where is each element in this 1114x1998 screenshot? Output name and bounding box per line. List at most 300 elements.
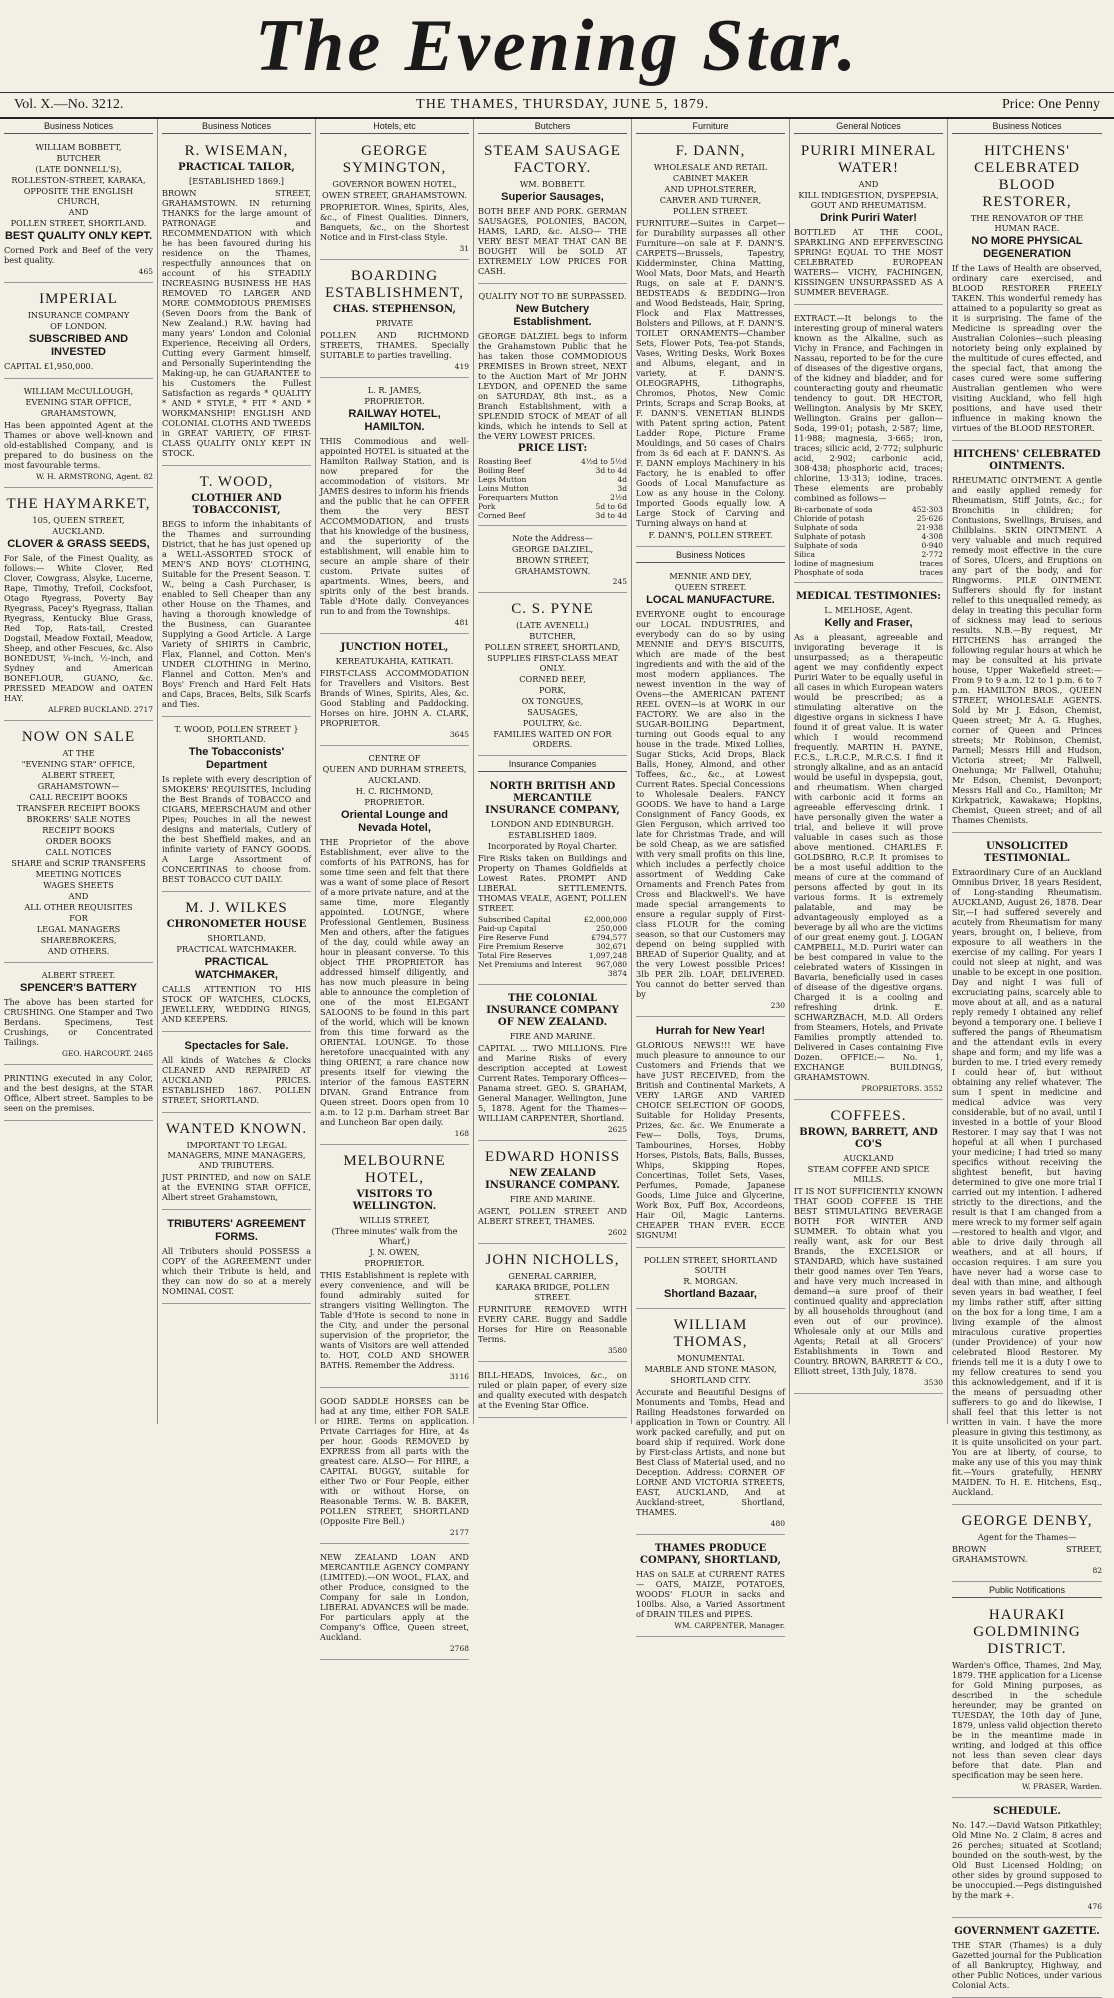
ad-line: RECEIPT BOOKS [42, 825, 115, 835]
masthead [0, 0, 1114, 93]
ad-line: GRAHAMSTOWN. [514, 566, 591, 576]
advertisement [952, 138, 1102, 441]
advertisement [320, 1148, 469, 1388]
list-label: Pork [478, 502, 496, 511]
ad-line: ESTABLISHED 1809. [508, 830, 597, 840]
ad-line: (Three minutes' walk from the Wharf,) [331, 1226, 458, 1246]
ad-body: JUST PRINTED, and now on SALE at the EVENING STAR OFFICE, Albert street Grahamstown, [162, 1172, 311, 1202]
list-value: 3d to 4d [595, 511, 627, 520]
advertisement [478, 529, 627, 593]
list-value: 3d [617, 484, 627, 493]
column-header: Insurance Companies [478, 759, 627, 772]
ad-signature: PROPRIETORS. 3552 [861, 1084, 943, 1093]
ad-body: Is replete with every description of SMOKERS' REQUISITES, Including the Best Brands of TOBACCO and CIGARS, MEERSCHAUM and other Pipes; Pouches in all the newest designs and materials, Cutlery of the best Sheffield makes, and an infinite variety of FANCY GOODS. A Large Assortment of CONCERTINAS to choose from. BEST TOBACCO CUT DAILY. [162, 774, 311, 884]
ad-line: WM. BOBBETT. [519, 179, 586, 189]
column-header: Business Notices [162, 121, 311, 134]
list-label: Phosphate of soda [794, 568, 864, 577]
ad-signature: 481 [454, 618, 469, 627]
list-row [478, 502, 627, 511]
advertisement [162, 138, 311, 466]
volume-number: Vol. X.—No. 3212. [14, 97, 124, 112]
ad-body: EVERYONE ought to encourage our LOCAL INDUSTRIES, and everybody can do so by using MENNIE and DEY'S BISCUITS, which are made of the best ingredients and with the aid of the most modern appliances. The newest invention in the way of Ovens—the AMERICAN PATENT REEL OVEN—is at WORK in our FACTORY. We are also in the SUGAR-BOILING Department, turning out Goods equal to any house in the trade. Mixed Lollies, Sugar Sticks, Acid Drops, Black Balls, Honey, Almond, and other Toffees, &c., &c., at Lowest Current Rates. Special Concessions to Wholesale Dealers. FANCY GOODS. We have to hand a Large Consignment of Fancy Goods, ex Glen Ferguson, which arrived too late for Christmas Trade, and will be sold Cheap, as we are satisfied with very small profits on this line, which includes a perfectly choice assortment of Wedding Cake Ornaments and French Pates from Cross and Blackwell's. We have made special arrangements to ensure a regular supply of First-class FLOUR for the coming season, so that our Customers may depend on being supplied with BREAD of Superior Quality, and at the very Lowest possible Prices! 3lb PER 2lb. LOAF, DELIVERED. You cannot do better served than by [636, 609, 785, 999]
advertisement [320, 1547, 469, 1660]
ad-bold-line: CLOVER & GRASS SEEDS, [7, 538, 150, 550]
ad-headline: C. S. PYNE [511, 601, 594, 617]
column [316, 119, 474, 1653]
ad-line: H. C. RICHMOND, [355, 786, 434, 796]
ad-line: POLLEN STREET, SHORTLAND. [10, 218, 147, 228]
list-label: Forequarters Mutton [478, 493, 559, 502]
advertisement [478, 1144, 627, 1244]
list-value: 2½d [610, 493, 627, 502]
ad-body: EXTRACT.—It belongs to the interesting group of mineral waters known as the Alkaline, such as Vichy in France, and Fachingen in Nassau, reported to be for the cure of diseases of the digestive organs, of the kidney and bladder, and for counteracting gouty and rheumatic tendency to gout. DR HECTOR, Wellington. Analysis by Mr SKEY, Wellington. Grains per gallon—Soda, 199·01; potash, 2·587; lime, 11·988; magnesia, 3·665; iron, traces; silicic acid, 2·772; sulphuric acid, 2·902; carbonic acid, 308·438; phosphoric acid, traces; chlorine, 13·313; iodine, traces. These elements are probably combined as follows— [794, 313, 943, 503]
list-label: Legs Mutton [478, 475, 527, 484]
ad-line: CARVER AND TURNER, [659, 195, 762, 205]
column-header: Business Notices [4, 121, 153, 134]
ad-line: BROKERS' SALE NOTES [26, 814, 131, 824]
ad-line: SHORTLAND. [207, 933, 266, 943]
list-label: Bi-carbonate of soda [794, 505, 873, 514]
ad-line: GOVERNOR BOWEN HOTEL, [332, 179, 457, 189]
ad-signature: 419 [454, 362, 469, 371]
ad-line: (LATE AVENELL) [516, 620, 589, 630]
ad-line: POLLEN STREET, SHORTLAND, [484, 642, 621, 652]
ad-line: L. MELHOSE, Agent. [824, 605, 913, 615]
ad-line: ALBERT STREET, [41, 770, 116, 780]
ad-headline: HITCHENS' CELEBRATED BLOOD RESTORER, [974, 143, 1080, 210]
advertisement [636, 1538, 785, 1637]
ad-body: BROWN STREET, GRAHAMSTOWN. IN returning THANKS for the large amount of PATRONAGE and RECOMMENDATION with which he has been favoured during his residence on the Thames, respectfully announces that on account of his STEADILY INCREASING BUSINESS HE HAS REMOVED TO LARGER AND MORE COMMODIOUS PREMISES (Seven Doors from the Bank of New Zealand.) R.W. having had many years' London and Colonial Experience, Receiving all Orders, Cutting every Garment himself, and Personally Superintending the Making-up, he can GUARANTEE to his Customers the Fullest Satisfaction as regards * QUALITY * AND * STYLE, * FIT * AND * WORKMANSHIP! ENGLISH AND COLONIAL CLOTHS AND TWEEDS in GREAT VARIETY, OF FIRST-CLASS QUALITY ONLY KEPT IN STOCK. [162, 188, 311, 458]
ad-line: PROPRIETOR. [364, 797, 425, 807]
ad-line: Agent for the Thames— [977, 1532, 1077, 1542]
ad-line: AUCKLAND. [368, 775, 421, 785]
ad-signature: GEO. HARCOURT. 2465 [61, 1049, 153, 1058]
ad-body: PROPRIETOR. Wines, Spirits, Ales, &c., of Finest Qualities. Dinners, Banquets, &c., on the Shortest Notice and in First-class Style. [320, 202, 469, 242]
advertisement [952, 1508, 1102, 1582]
list-value: 4½d to 5½d [581, 457, 627, 466]
ad-subheadline: PRACTICAL TAILOR, [178, 162, 295, 173]
ad-line: CALL RECEIPT BOOKS [29, 792, 128, 802]
advertisement [4, 286, 153, 379]
ad-line: SHORTLAND CITY. [670, 1375, 751, 1385]
advertisement [952, 444, 1102, 833]
list-value: 21·938 [916, 523, 943, 532]
ad-signature: 2768 [449, 1644, 469, 1653]
ad-body: POLLEN AND RICHMOND STREETS, THAMES. Specially SUITABLE to parties travelling. [320, 330, 469, 360]
ad-subheadline: HITCHENS' CELEBRATED OINTMENTS. [953, 449, 1101, 472]
ad-signature: 2625 [607, 1125, 627, 1134]
list-value: £794,577 [591, 933, 627, 942]
advertisement [636, 138, 785, 547]
ad-line: STEAM COFFEE AND SPICE MILLS. [807, 1164, 930, 1184]
ad-subheadline: CLOTHIER AND TOBACCONIST, [191, 493, 282, 516]
column [632, 119, 790, 1630]
advertisement [320, 138, 469, 260]
ad-body: IT IS NOT SUFFICIENTLY KNOWN THAT GOOD COFFEE IS THE BEST STIMULATING BEVERAGE BOTH FOR WINTER AND SUMMER. To obtain what you really want, ask for our Best Brands, the EXCELSIOR or STANDARD, which have sustained their good names over Ten Years, and have very much increased in demand—a sure proof of their continued quality and appreciation by all households throughout (and even out of our province). Wholesale only at our Mills and Agents; Retail at all Grocers' Establishments in Town and Country. BROWN, BARRETT & CO., Elliott street, 13th July, 1878. [794, 1186, 943, 1376]
advertisement [794, 308, 943, 583]
ad-subheadline: THE COLONIAL INSURANCE COMPANY OF NEW ZEALAND. [486, 993, 619, 1028]
list-value: 5d to 6d [595, 502, 627, 511]
ad-body: THIS Establishment is replete with every convenience, and will be found admirably suited for strangers visiting Wellington. The Table d'Hote is second to none in the City, and under the personal supervision of the proprietor, the wants of Visitors are well attended to. HOT, COLD AND SHOWER BATHS. Remember the Address. [320, 1270, 469, 1370]
column-header: Hotels, etc [320, 121, 469, 134]
ad-signature: 3530 [923, 1378, 943, 1387]
ad-subheadline: SCHEDULE. [993, 1806, 1061, 1817]
ad-line: "EVENING STAR" OFFICE, [21, 759, 136, 769]
ad-signature: 2177 [449, 1528, 469, 1537]
ad-subheadline: VISITORS TO WELLINGTON. [352, 1189, 437, 1212]
ad-headline: STEAM SAUSAGE FACTORY. [484, 143, 621, 176]
ad-subheadline: JUNCTION HOTEL, [340, 642, 449, 653]
list-row [478, 942, 627, 951]
list-label: Roasting Beef [478, 457, 532, 466]
ad-body: For Sale, of the Finest Quality, as follows:— White Clover, Red Clover, Cowgrass, Alsyke, Lucerne, Rape, Timothy, Trefoil, Cocksfoot, Otago Ryegrass, Poverty Bay Ryegrass, Pacey's Ryegrass, Italian Ryegrass, Kentucky Blue Grass, Red Top, Rats-tail, Crested Dogstail, Meadow Foxtail, Meadow, Sheep, and other Fescues, &c. Also BONEDUST, ¼-inch, ½-inch, and Sydney and American BONEFLOUR, GUANO, &c. PRESSED MEADOW and OATEN HAY. [4, 553, 153, 703]
ad-headline: M. J. WILKES [185, 900, 288, 916]
advertisement [320, 637, 469, 746]
ad-line: T. WOOD, POLLEN STREET } SHORTLAND. [174, 724, 299, 744]
advertisement [478, 776, 627, 985]
column-header: Public Notifications [952, 1585, 1102, 1598]
ad-body: PRINTING executed in any Color, and the best designs, at the STAR Office, Albert street. Samples to be seen on the premises. [4, 1073, 153, 1113]
advertisement [162, 1035, 311, 1113]
column-header: Business Notices [952, 121, 1102, 134]
ad-bold-line: RAILWAY HOTEL, HAMILTON. [348, 408, 441, 433]
ad-body: BOTTLED AT THE COOL, SPARKLING AND EFFERVESCING SPRING! EQUAL TO THE MOST CELEBRATED EUROPEAN WATERS— VICHY, FACHINGEN, KISSINGEN UNSURPASSED AS A SUMMER BEVERAGE. [794, 227, 943, 297]
advertisement [478, 596, 627, 756]
ad-body: All Tributers should POSSESS a COPY of the AGREEMENT under which their Tribute is held, and they can now do so at a merely NOMINAL COST. [162, 1246, 311, 1296]
column-header: Butchers [478, 121, 627, 134]
ad-line: AUCKLAND. [52, 526, 105, 536]
ad-line: ALBERT STREET. [41, 970, 116, 980]
list-row [794, 532, 943, 541]
advertisement [4, 966, 153, 1065]
ad-signature: 465 [138, 267, 153, 276]
ad-bold-line: Drink Puriri Water! [820, 212, 917, 224]
ad-body: GOOD SADDLE HORSES can be had at any time, either FOR SALE or HIRE. Terms on application. Private Carriages for Hire, at 4s per hour. Goods REMOVED by EXPRESS from all parts with the greatest care. ALSO— For HIRE, a CAPITAL BUGGY, suitable for either Two or Four People, either with or without Horse, on Reasonable Terms. W. B. BAKER, POLLEN STREET, SHORTLAND (Opposite Fire Bell.) [320, 1396, 469, 1526]
ad-body: THIS Commodious and well-appointed HOTEL is situated at the Hamilton Railway Station, and is now prepared for the accommodation of visitors. Mr JAMES desires to inform his friends and the public that he can OFFER them the very BEST ACCOMMODATION, and trusts that his knowledge of the business, and the superiority of the establishment, will enable him to secure an ample share of their custom. Private suites of apartments. Wines, beers, and spirits only of the best brands. Table d'Hote daily. Conveyances run to and from the Townships. [320, 436, 470, 616]
ad-signature: 476 [1087, 1902, 1102, 1911]
ad-body: If the Laws of Health are observed, ordinary care exercised, and BLOOD RESTORER FREELY TAKEN. This wonderful remedy has attained to a popularity so great as it is surprising. The fame of the Medicine is spreading over the Australian Colonies—such pleasing notoriety being only explained by the multitude of cures effected, and the special fact, that among the cases cured were some suffering Australian gentlemen who were visiting Auckland, who fell high positions, and have used their influence in making known the virtues of the BLOOD RESTORER. [952, 263, 1102, 433]
ad-headline: JOHN NICHOLLS, [485, 1252, 620, 1268]
ad-signature: 245 [612, 577, 627, 586]
ad-line: CABINET MAKER [672, 173, 749, 183]
ad-line: WILLIAM BOBBETT, [35, 142, 122, 152]
advertisement [162, 720, 311, 892]
ad-signature: 82 [1092, 1566, 1102, 1575]
list-label: Loins Mutton [478, 484, 529, 493]
ad-bold-line: BEST QUALITY ONLY KEPT. [4, 230, 153, 242]
ad-line: L. R. JAMES, [367, 385, 422, 395]
list-label: Net Premiums and Interest [478, 960, 582, 969]
dateline [0, 93, 1114, 119]
ad-signature: 31 [459, 244, 469, 253]
ad-body: CALLS ATTENTION TO HIS STOCK OF WATCHES, CLOCKS, JEWELLERY, WEDDING RINGS, AND KEEPERS. [162, 984, 311, 1024]
ad-line: ALL OTHER REQUISITES [24, 902, 133, 912]
advertisement [478, 1247, 627, 1362]
ad-line: QUEEN AND DURHAM STREETS, [322, 764, 467, 774]
list-value: 25·626 [916, 514, 943, 523]
ad-body: BOTH BEEF AND PORK. GERMAN SAUSAGES, POLONIES, BACON, HAMS, LARD, &c. ALSO— THE VERY BEST MEAT THAT CAN BE BOUGHT Will be SOLD AT EXTREMELY LOW PRICES FOR CASH. [478, 206, 627, 276]
advertisement [4, 382, 153, 488]
advertisement [636, 567, 785, 1017]
ad-body: Warden's Office, Thames, 2nd May, 1879. THE application for a License for Gold Mining purposes, as described in the schedule hereunder, may be granted on TUESDAY, the 10th day of June, 1879, unless valid objection thereto be in the meantime made in writing, and lodged at this office not less than seven clear days before that date. Plan and specification may be seen here. [952, 1660, 1102, 1780]
ad-bold-line: NO MORE PHYSICAL DEGENERATION [971, 235, 1083, 260]
ad-signature: WM. CARPENTER, Manager. [674, 1621, 785, 1630]
list-value: 4d [617, 475, 627, 484]
column-header: Business Notices [636, 550, 785, 563]
list-row [478, 924, 627, 933]
ad-headline: PURIRI MINERAL WATER! [800, 143, 937, 176]
list-row [478, 951, 627, 960]
list-value: £2,000,000 [584, 915, 627, 924]
ad-subheadline: UNSOLICITED TESTIMONIAL. [983, 841, 1071, 864]
ad-line: MARBLE AND STONE MASON, [644, 1364, 777, 1374]
ad-line: Incorporated by Royal Charter. [487, 841, 618, 851]
list-row [478, 511, 627, 520]
ad-body: All kinds of Watches & Clocks CLEANED AND REPAIRED AT AUCKLAND PRICES. ESTABLISHED 1867. POLLEN STREET, SHORTLAND. [162, 1055, 311, 1105]
list-value: traces [919, 568, 943, 577]
advertisement [952, 1602, 1102, 1798]
ad-body: BEGS to inform the inhabitants of the Thames and surrounding District, that he has just opened up a WELL-ASSORTED STOCK of MEN'S AND BOYS' CLOTHING, Suitable for the Present Season. T. W., being a Cash Purchaser, is enabled to Sell Cheaper than any other House on the Thames, and having a thorough knowledge of the Business, can Guarantee Supplying a Good Article. A Large Variety of SHIRTS in Cambric, Flax, Flannel, and Cotton. Men's UNDER CLOTHING in Merino, Flannel and Cotton. Men's and Boys' French and Hard Felt Hats and Caps, Braces, Belts, Silk Scarfs and Ties. [162, 519, 311, 709]
ad-bold-line: Superior Sausages, [501, 191, 604, 203]
ad-headline: GEORGE SYMINGTON, [342, 143, 447, 176]
ad-bold-line: LOCAL MANUFACTURE. [646, 594, 775, 606]
advertisement [636, 1251, 785, 1309]
ad-body: GLORIOUS NEWS!!! WE have much pleasure to announce to our Customers and Friends that we have JUST RECEIVED, from the British and Continental Markets, A VERY LARGE AND VARIED CHOICE SELECTION OF GOODS, Suitable for Holiday Presents, Prizes, &c. &c. We Enumerate a Few— Dolls, Toys, Drums, Tambourines, Horses, Hobby Horses, Pistols, Bats, Balls, Busses, Whips, Skipping Ropes, Concertinas, Toilet Sets, Vases, Perfumes, Pomade, Japanese Goods, Lime Juice and Glycerine, Work Box, Puff Box, Accordeons, Hair Oil, Magic Lanterns. CHEAPER THAN EVER. ECCE SIGNUM! [636, 1040, 785, 1240]
ad-line: SAUSAGES, [527, 707, 578, 717]
advertisement [320, 263, 469, 378]
ad-signature: 3874 [607, 969, 627, 978]
ad-signature: 230 [770, 1001, 785, 1010]
ad-line: WAGES SHEETS [43, 880, 114, 890]
ad-line: PRACTICAL WATCHMAKER. [176, 944, 297, 954]
list-value: 0·940 [921, 541, 943, 550]
ad-bold-line: SUBSCRIBED AND INVESTED [28, 333, 129, 358]
ad-body: THE STAR (Thames) is a duly Gazetted journal for the Publication of all Bankruptcy, Highway, and other Public Notices, under various Colonial Acts. [952, 1940, 1102, 1990]
list-row [794, 541, 943, 550]
ad-headline: HAURAKI GOLDMINING DISTRICT. [973, 1607, 1081, 1657]
ad-subheadline: CHAS. STEPHENSON, [333, 304, 456, 315]
ad-signature: 480 [770, 1519, 785, 1528]
ad-line: INSURANCE COMPANY [27, 310, 130, 320]
ad-line: SHARE and SCRIP TRANSFERS [11, 858, 146, 868]
advertisement [952, 1801, 1102, 1918]
advertisement [320, 1391, 469, 1544]
ad-line: OF LONDON. [50, 321, 107, 331]
advertisement [162, 1116, 311, 1210]
ad-line: BUTCHER, [529, 631, 576, 641]
ad-line: CORNED BEEF, [519, 674, 586, 684]
ad-body: BILL-HEADS, Invoices, &c., on ruled or plain paper, of every size and quality executed with despatch at the Evening Star Office. [478, 1370, 627, 1410]
ad-line: QUEEN STREET. [674, 582, 747, 592]
column-header: General Notices [794, 121, 943, 134]
ad-line: AT THE [62, 748, 95, 758]
ad-headline: GEORGE DENBY, [961, 1513, 1093, 1529]
ad-line: GENERAL CARRIER, [508, 1271, 597, 1281]
ad-bold-line: New Butchery Establishment. [513, 303, 592, 328]
ad-line: AUCKLAND [843, 1153, 894, 1163]
ad-line: SHAREBROKERS, [40, 935, 117, 945]
ad-signature: W. FRASER, Warden. [1021, 1782, 1102, 1791]
ad-line: GEORGE DALZIEL, [511, 544, 594, 554]
ad-line: LEGAL MANAGERS [36, 924, 121, 934]
ad-line: SUPPLIES FIRST-CLASS MEAT ONLY. [487, 653, 618, 673]
list-value: 967,080 [595, 960, 627, 969]
list-label: Total Fire Reserves [478, 951, 552, 960]
list-row [794, 550, 943, 559]
list-label: Iodine of magnesium [794, 559, 874, 568]
ad-body: CAPITAL £1,950,000. [4, 361, 94, 371]
advertisement [162, 469, 311, 717]
ad-body: CAPITAL ... TWO MILLIONS. Fire and Marine Risks of every description accepted at Lowest Current Rates. Temporary Offices—Panama street. GEO. S. GRAHAM, General Manager. Wellington, June 5, 1878. Agent for the Thames— WILLIAM CARPENTER, Shortland. [478, 1043, 627, 1123]
ad-headline: EDWARD HONISS [484, 1149, 621, 1165]
ad-headline: BOARDING ESTABLISHMENT, [325, 268, 464, 301]
list-row [478, 466, 627, 475]
ad-line: BROWN STREET, [515, 555, 590, 565]
ad-line: PROPRIETOR. [364, 396, 425, 406]
ad-line: AND OTHERS. [47, 946, 110, 956]
advertisement [952, 836, 1102, 1505]
ad-body: Has been appointed Agent at the Thames or above well-known and old-established Company, and is prepared to do business on the most favourable terms. [4, 420, 153, 470]
list-value: 302,671 [595, 942, 627, 951]
ad-line: OPPOSITE THE ENGLISH CHURCH, [23, 186, 134, 206]
ad-line: 105, QUEEN STREET, [32, 515, 125, 525]
list-label: Fire Premium Reserve [478, 942, 564, 951]
ad-line: R. MORGAN. [683, 1276, 738, 1286]
ad-headline: MELBOURNE HOTEL, [343, 1153, 446, 1186]
ad-body: BROWN STREET, GRAHAMSTOWN. [952, 1544, 1102, 1564]
list-label: Fire Reserve Fund [478, 933, 549, 942]
ad-body: Fire Risks taken on Buildings and Property on Thames Goldfields at Lowest Rates. PROMPT AND LIBERAL SETTLEMENTS. THOMAS VEALE, AGENT, POLLEN STREET. [478, 853, 627, 913]
ad-headline: THE HAYMARKET, [6, 496, 151, 512]
ad-line: AND [858, 179, 879, 189]
advertisement [162, 895, 311, 1032]
ad-line: OWEN STREET, GRAHAMSTOWN. [321, 190, 467, 200]
ad-line: BUTCHER [56, 153, 101, 163]
list-value: 3d to 4d [595, 466, 627, 475]
ad-bold-line: The Tobacconists' Department [188, 746, 285, 771]
ad-body: NEW ZEALAND LOAN AND MERCANTILE AGENCY COMPANY (LIMITED).—ON WOOL, FLAX, and other Produce, consigned to the Company for sale in London, LIBERAL ADVANCES will be made. For particulars apply at the Company's Office, Queen street, Auckland. [320, 1552, 469, 1642]
list-row [794, 505, 943, 514]
list-row [478, 484, 627, 493]
list-label: Sulphate of soda [794, 541, 858, 550]
ad-headline: COFFEES. [830, 1108, 907, 1124]
column [474, 119, 632, 1424]
advertisement [162, 1213, 311, 1304]
ad-subheadline: GOVERNMENT GAZETTE. [954, 1926, 1100, 1937]
ad-body: GEORGE DALZIEL begs to inform the Grahamstown Public that he has taken those COMMODIOUS PREMISES in Brown street, NEXT to the Auction Mart of Mr JOHN LEYDON, and OPENED the same on SATURDAY, 8th inst., as a Branch Establishment, with a SPLENDID STOCK of MEAT of all kinds, which he intends to Sell at the VERY LOWEST PRICES. [478, 331, 627, 441]
ad-bold-line: TRIBUTERS' AGREEMENT FORMS. [167, 1218, 306, 1243]
advertisement [4, 491, 153, 721]
list-value: 2·772 [921, 550, 943, 559]
ad-line: FAMILIES WAITED ON FOR ORDERS. [493, 729, 612, 749]
columns [0, 119, 1114, 1990]
advertisement [4, 138, 153, 283]
ad-line: AND UPHOLSTERER, [664, 184, 757, 194]
ad-line: KILL INDIGESTION, DYSPEPSIA, GOUT AND RHEUMATISM. [798, 190, 939, 210]
ad-body: THE Proprietor of the above Establishment, ever alive to the comforts of his PATRONS, has for some time seen and felt that there was a want of some place of Resort of a more private nature, and at the same time, more Elegantly appointed. LOUNGE, where Professional Gentlemen, Business Men and others, after the fatigues of the day, could while away an hour in pleasant converse. To this object THE PROPRIETOR has addressed himself diligently, and has now much pleasure in being able to announce the completion of one of the most ELEGANT SALOONS to be found in this part of the world, which will be known from this time forward as the ORIENTAL LOUNGE. To those heretofore unacquainted with any thing ORIENT, a rare chance now presents itself for viewing the interior of the famous EASTERN DIVAN. Grand Entrance from Queen street. Doors open from 10 a.m. to 12 p.m. Darham street Bar and Luncheon Bar open daily. [320, 837, 469, 1127]
ad-line: WILLIAM McCULLOUGH, [23, 386, 134, 396]
ad-bold-line: Kelly and Fraser, [824, 617, 913, 629]
ad-body: AGENT, POLLEN STREET AND ALBERT STREET, THAMES. [478, 1206, 627, 1226]
ad-line: POLLEN STREET, SHORTLAND SOUTH [643, 1255, 778, 1275]
ad-body: As a pleasant, agreeable and invigorating beverage it is unsurpassed; as a therapeutic agent we may confidently expect Puriri Water to be equally useful in all cases in which European waters would be prescribed; as a stimulating alterative on the digestive organs in sickness I have found it of great value. It is water which I would recommend frequently. MARTIN H. PAYNE, F.C.S., L.R.C.P., M.R.C.S. I find it strongly alkaline, and as an antacid would be useful in dyspepsia, gout, and rheumatism. When charged with carbonic acid it forms an agreeable effervescing drink. I have personally given the water a trial, and believe it will prove valuable in cases such as those above mentioned. CHARLES F. GOLDSBRO, R.C.P. It promises to be a most useful addition to the means of cure at the command of persons affected by gout in its various forms. It is extremely palatable, and may be advantageously employed as a beverage by all who are the victims of our great enemy gout. J. LOGAN CAMPBELL, M.D. Puriri water can be best compared in value to the celebrated waters of Kissingen in Bavaria, beneficially used in cases of disease of the digestive organs. Charged it is a cooling and refreshing drink. E. SCHWARZBACH, M.D. All Orders from Steamers, Hotels, and Private Families promptly attended to. Delivered in Cases containing Five Dozen. OFFICE:— No. 1, EXCHANGE BUILDINGS, GRAHAMSTOWN. [794, 632, 943, 1082]
ad-line: EVENING STAR OFFICE, [25, 397, 132, 407]
ad-line: WILLIS STREET, [359, 1215, 430, 1225]
ad-line: POULTRY, &c. [522, 718, 583, 728]
ad-subheadline: MEDICAL TESTIMONIES: [796, 591, 941, 602]
ad-subheadline: NEW ZEALAND INSURANCE COMPANY. [485, 1168, 620, 1191]
ad-line: POLLEN STREET. [673, 206, 748, 216]
list-row [478, 933, 627, 942]
column [0, 119, 158, 1424]
ad-line: THE RENOVATOR OF THE HUMAN RACE. [970, 213, 1084, 233]
advertisement [320, 749, 469, 1145]
list-row [478, 960, 627, 969]
ad-line: GRAHAMSTOWN— [37, 781, 120, 791]
ad-bold-line: Spectacles for Sale. [184, 1040, 289, 1052]
ad-line: CALL NOTICES [45, 847, 112, 857]
ad-line: PROPRIETOR. [364, 1258, 425, 1268]
advertisement [794, 138, 943, 305]
advertisement [320, 381, 469, 634]
ad-line: Note the Address— [512, 533, 593, 543]
list-label: Boiling Beef [478, 466, 525, 475]
ad-signature: 3116 [449, 1372, 469, 1381]
ad-line: MENNIE AND DEY, [669, 571, 752, 581]
list-label: Paid-up Capital [478, 924, 537, 933]
ad-line: KEREATUKAHIA, KATIKATI. [335, 656, 454, 666]
column [948, 119, 1106, 1990]
newspaper-title: The Evening Star. [254, 5, 860, 87]
ad-subheadline: BROWN, BARRETT, AND CO'S [799, 1127, 938, 1150]
ad-headline: F. DANN, [675, 143, 746, 159]
ad-line: IMPORTANT TO LEGAL MANAGERS, MINE MANAGERS, AND TRIBUTERS. [167, 1140, 306, 1170]
ad-signature: W. H. ARMSTRONG, Agent. 82 [35, 472, 153, 481]
ad-line: GRAHAMSTOWN, [40, 408, 117, 418]
advertisement [478, 988, 627, 1141]
issue-date: THE THAMES, THURSDAY, JUNE 5, 1879. [416, 97, 710, 112]
ad-signature: 3645 [449, 730, 469, 739]
ad-line: MONUMENTAL [676, 1353, 745, 1363]
advertisement [478, 1365, 627, 1418]
ad-line: FIRE AND MARINE. [509, 1031, 596, 1041]
ad-body: Extraordinary Cure of an Auckland Omnibus Driver, 18 years Resident, of Long-standing Rheumatism. AUCKLAND, August 26, 1878. Dear Sir,—I had suffered severely and acutely from Rheumatism for many years, brought on, I believe, from exposure to all weathers in the exercise of my calling. For years I could not sleep at night, and was unable to be except in one position. Day and night I was full of excruciating pains, scarcely able to move about at all, and as a natural reply remedy I obtained any relief beyond a temporary one. I believe I suffered the pangs of Rheumatism and the attendant evils in every shape and form; and my life was a burden to me. I tried every remedy I could hear of, but without obtaining any relief whatever. The sum I spent in medicine and medical advice was very considerable, but of no avail, until I invested in a bottle of your Blood Restorer. I may say that I was not hopeful at all when I purchased your medicine; I had tried so many specifics without receiving the slightest benefit, but having determined to give one more trial I carried out my intention. I adhered strictly to the directions, and the result is that I am changed from a mere wreck to my former self again—restored to health and vigor, and able to drive daily through all weathers, and at all hours, if occasion requires. I am sure you have never had a worse case to deal with than mine, and although seven years in bad weather, I feel my limbs rather stiff, after sitting on the box for a long time, I am a living example of the almost miraculous curative properties (under Providence) of your now celebrated Blood Restorer. My friends tell me it is a duty I owe to my fellow creatures to send you this acknowledgement, and if it is the means of persuading other sufferers to go and do likewise, I shall feel that this letter is not written in vain. I have the more pleasure in giving this testimony, as it is quite unsolicited on your part. You are at liberty, of course, to make any use of this you may think fit.—Yours gratefully, HENRY MAIDEN. To H. E. Hitchens, Esq., Auckland. [952, 867, 1102, 1497]
ad-subheadline: NORTH BRITISH AND MERCANTILE INSURANCE COMPANY, [485, 781, 620, 816]
ad-line: LONDON AND EDINBURGH. [491, 819, 614, 829]
ad-line: ORDER BOOKS [45, 836, 112, 846]
ad-line: FIRE AND MARINE. [509, 1194, 596, 1204]
column [158, 119, 316, 1424]
ad-line: QUALITY NOT TO BE SURPASSED. [478, 291, 627, 301]
list-label: Chloride of potash [794, 514, 865, 523]
ad-body: Accurate and Beautiful Designs of Monuments and Tombs, Head and Railing Headstones forwarded on application in Town or Country. All work packed carefully, and put on board ship if required. Work done by First-class Artists, and none but Best Class of Material used, and no Deception. Address: CORNER OF LORNE AND VICTORIA STREETS, EAST, AUCKLAND, And at Auckland-street, Shortland, THAMES. [636, 1387, 785, 1517]
ad-signature: 2602 [607, 1228, 627, 1237]
ad-headline: WILLIAM THOMAS, [673, 1317, 748, 1350]
ad-line: AND [68, 891, 89, 901]
advertisement [794, 586, 943, 1100]
ad-bold-line: Shortland Bazaar, [664, 1288, 757, 1300]
list-value: 452·303 [911, 505, 943, 514]
ad-line: (LATE DONNELL'S), [35, 164, 122, 174]
ad-body: No. 147.—David Watson Pitkathley; Old Mine No. 2 Claim, 8 acres and 26 perches; situated at Scotland; bounded on the south-west, by the Old Bust Licensed Holding; on other sides by ground supposed to be unoccupied.—Pegs distinguished by the mark +. [952, 1820, 1102, 1900]
list-value: traces [919, 559, 943, 568]
list-row [478, 475, 627, 484]
ad-body: FURNITURE REMOVED WITH EVERY CARE. Buggy and Saddle Horses for Hire on Reasonable Terms. [478, 1304, 627, 1344]
ad-line: FOR [69, 913, 88, 923]
ad-line: J. N. OWEN, [369, 1247, 420, 1257]
ad-headline: T. WOOD, [199, 474, 274, 490]
ad-body: HAS on SALE at CURRENT RATES— OATS, MAIZE, POTATOES, WOODS' FLOUR in sacks and 100lbs. Also, a Varied Assortment of DRAIN TILES and PIPES. [636, 1569, 785, 1619]
